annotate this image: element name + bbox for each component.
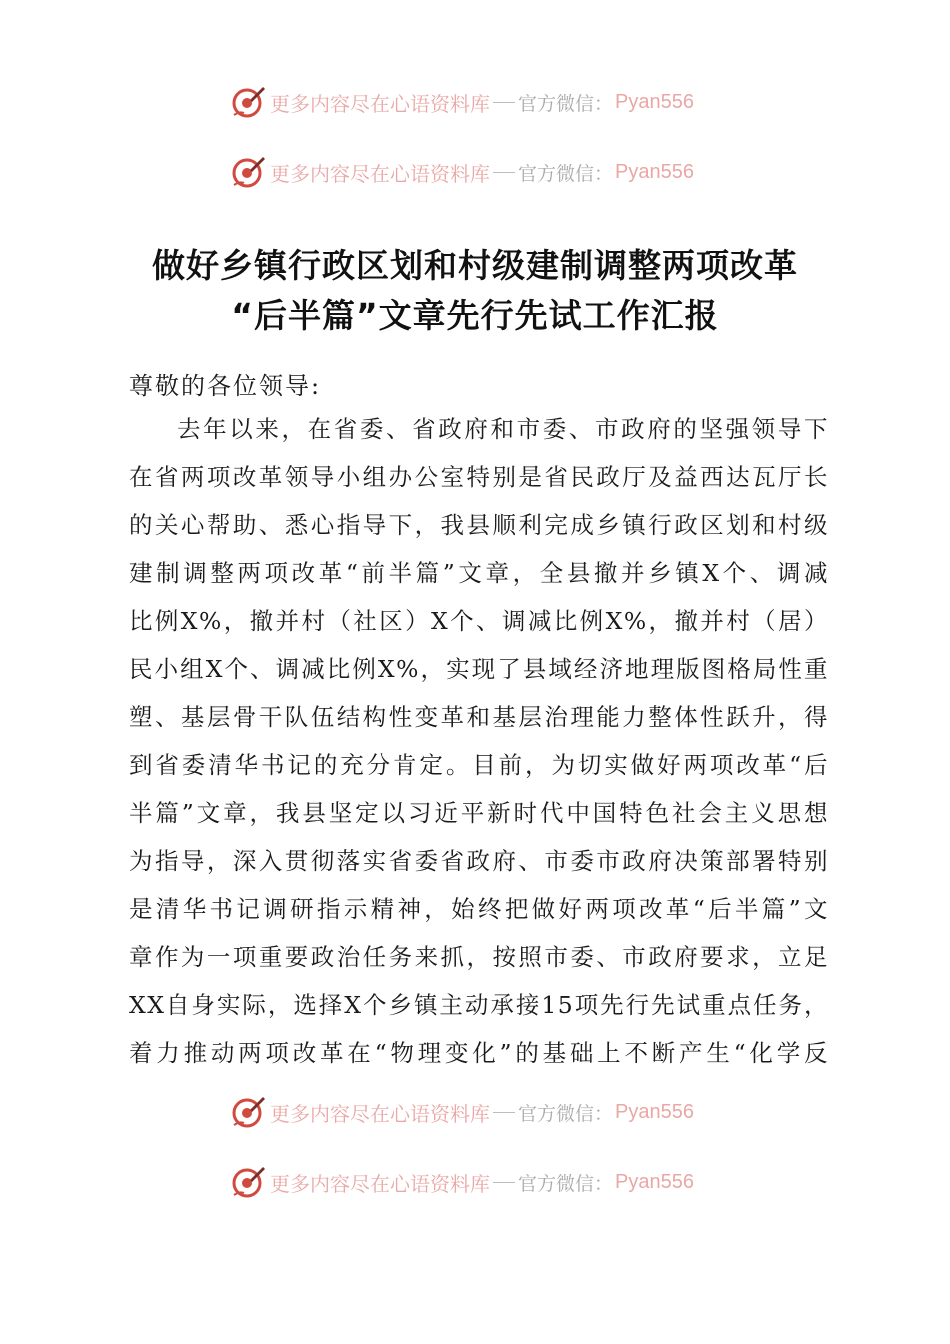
watermark-official-label: 官方微信：	[518, 1172, 614, 1195]
body-line: 半篇”文章，我县坚定以习近平新时代中国特色社会主义思想	[129, 799, 829, 827]
watermark-official-label: 官方微信：	[518, 92, 614, 115]
watermark-banner	[230, 152, 750, 192]
document-title-line-1: 做好乡镇行政区划和村级建制调整两项改革	[152, 246, 798, 285]
watermark-banner	[230, 1092, 750, 1132]
body-line: 比例X%，撤并村（社区）X个、调减比例X%，撤并村（居）	[129, 607, 829, 635]
watermark-dash	[493, 1112, 515, 1113]
watermark-dash	[493, 1182, 515, 1183]
body-line: 着力推动两项改革在“物理变化”的基础上不断产生“化学反	[129, 1039, 829, 1067]
body-line: 塑、基层骨干队伍结构性变革和基层治理能力整体性跃升，得	[129, 703, 829, 731]
watermark-wechat-id: Pyan556	[615, 90, 694, 113]
body-line: 章作为一项重要政治任务来抓，按照市委、市政府要求，立足	[129, 943, 829, 971]
body-line: 建制调整两项改革“前半篇”文章，全县撤并乡镇X个、调减	[129, 559, 829, 587]
pen-logo-icon	[230, 154, 266, 190]
watermark-wechat-id: Pyan556	[615, 160, 694, 183]
watermark-dash	[493, 172, 515, 173]
watermark-text: 更多内容尽在心语资料库	[270, 1171, 490, 1196]
watermark-text: 更多内容尽在心语资料库	[270, 1101, 490, 1126]
pen-logo-icon	[230, 1094, 266, 1130]
watermark-dash	[493, 102, 515, 103]
body-line: XX自身实际，选择X个乡镇主动承接15项先行先试重点任务，	[129, 991, 829, 1019]
watermark-wechat-id: Pyan556	[615, 1100, 694, 1123]
watermark-official-label: 官方微信：	[518, 162, 614, 185]
watermark-official-label: 官方微信：	[518, 1102, 614, 1125]
body-line: 是清华书记调研指示精神，始终把做好两项改革“后半篇”文	[129, 895, 829, 923]
watermark-banner	[230, 1162, 750, 1202]
pen-logo-icon	[230, 84, 266, 120]
body-line: 的关心帮助、悉心指导下，我县顺利完成乡镇行政区划和村级	[129, 511, 829, 539]
body-line: 在省两项改革领导小组办公室特别是省民政厅及益西达瓦厅长	[129, 463, 829, 491]
salutation: 尊敬的各位领导:	[129, 372, 322, 400]
body-line: 民小组X个、调减比例X%，实现了县域经济地理版图格局性重	[129, 655, 829, 683]
body-line: 去年以来，在省委、省政府和市委、市政府的坚强领导下	[177, 415, 829, 443]
body-line: 到省委清华书记的充分肯定。目前，为切实做好两项改革“后	[129, 751, 829, 779]
pen-logo-icon	[230, 1164, 266, 1200]
body-line: 为指导，深入贯彻落实省委省政府、市委市政府决策部署特别	[129, 847, 829, 875]
watermark-text: 更多内容尽在心语资料库	[270, 161, 490, 186]
watermark-wechat-id: Pyan556	[615, 1170, 694, 1193]
document-title-line-2: “后半篇”文章先行先试工作汇报	[231, 296, 719, 335]
watermark-text: 更多内容尽在心语资料库	[270, 91, 490, 116]
watermark-banner	[230, 82, 750, 122]
